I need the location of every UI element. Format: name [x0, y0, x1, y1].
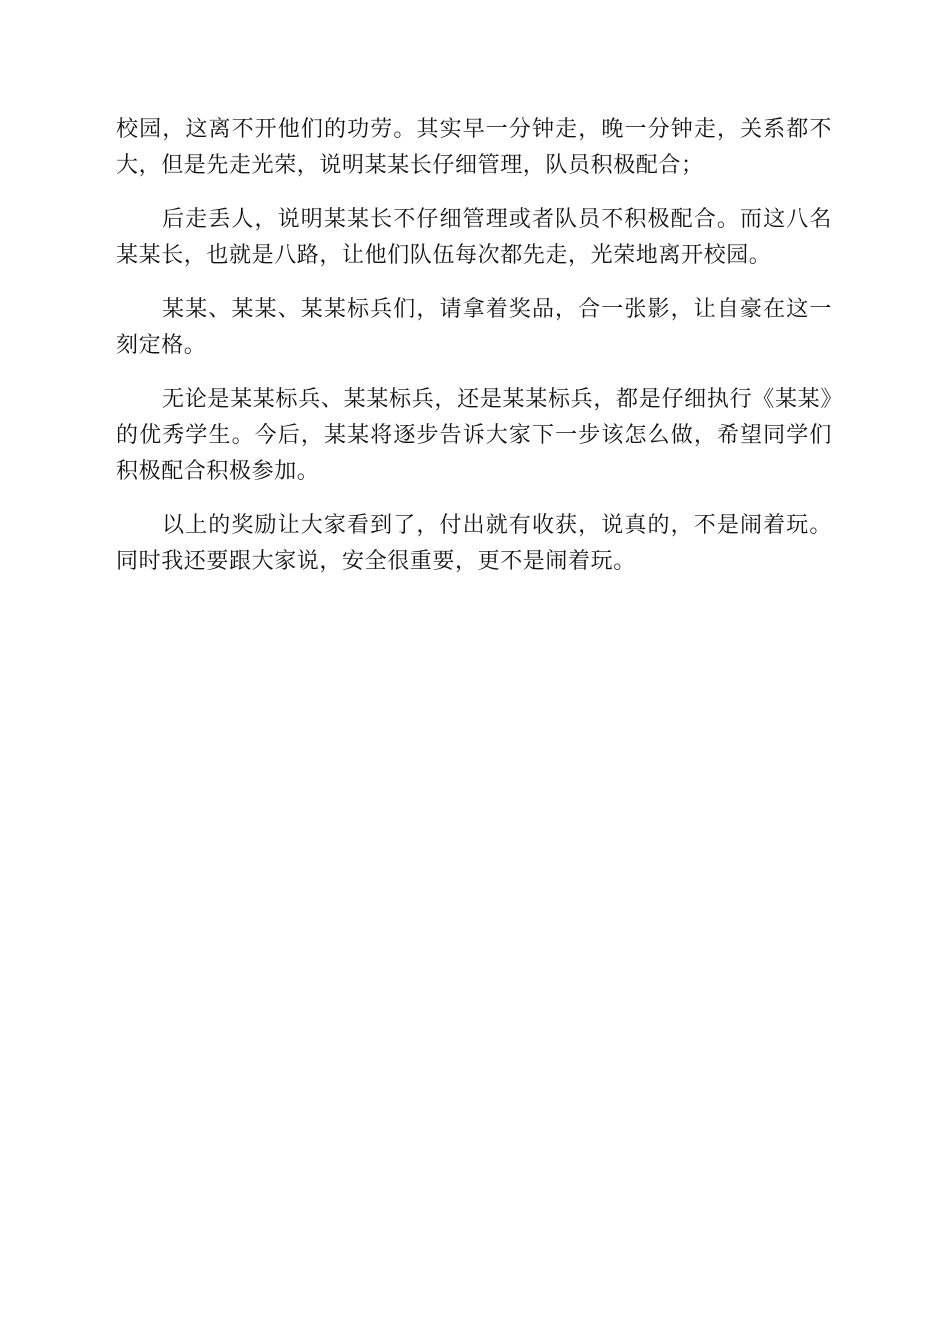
paragraph-1: 校园，这离不开他们的功劳。其实早一分钟走，晚一分钟走，关系都不大，但是先走光荣，说明某某长仔细管理，队员积极配合； [116, 117, 832, 178]
paragraph-3: 某某、某某、某某标兵们，请拿着奖品，合一张影，让自豪在这一刻定格。 [116, 297, 832, 358]
paragraph-2: 后走丢人，说明某某长不仔细管理或者队员不积极配合。而这八名某某长，也就是八路，让他们队伍每次都先走，光荣地离开校园。 [116, 207, 832, 268]
document-body [116, 112, 832, 598]
paragraph-4: 无论是某某标兵、某某标兵，还是某某标兵，都是仔细执行《某某》的优秀学生。今后，某某将逐步告诉大家下一步该怎么做，希望同学们积极配合积极参加。 [116, 387, 832, 484]
paragraph-5: 以上的奖励让大家看到了，付出就有收获，说真的，不是闹着玩。同时我还要跟大家说，安全很重要，更不是闹着玩。 [116, 513, 832, 574]
